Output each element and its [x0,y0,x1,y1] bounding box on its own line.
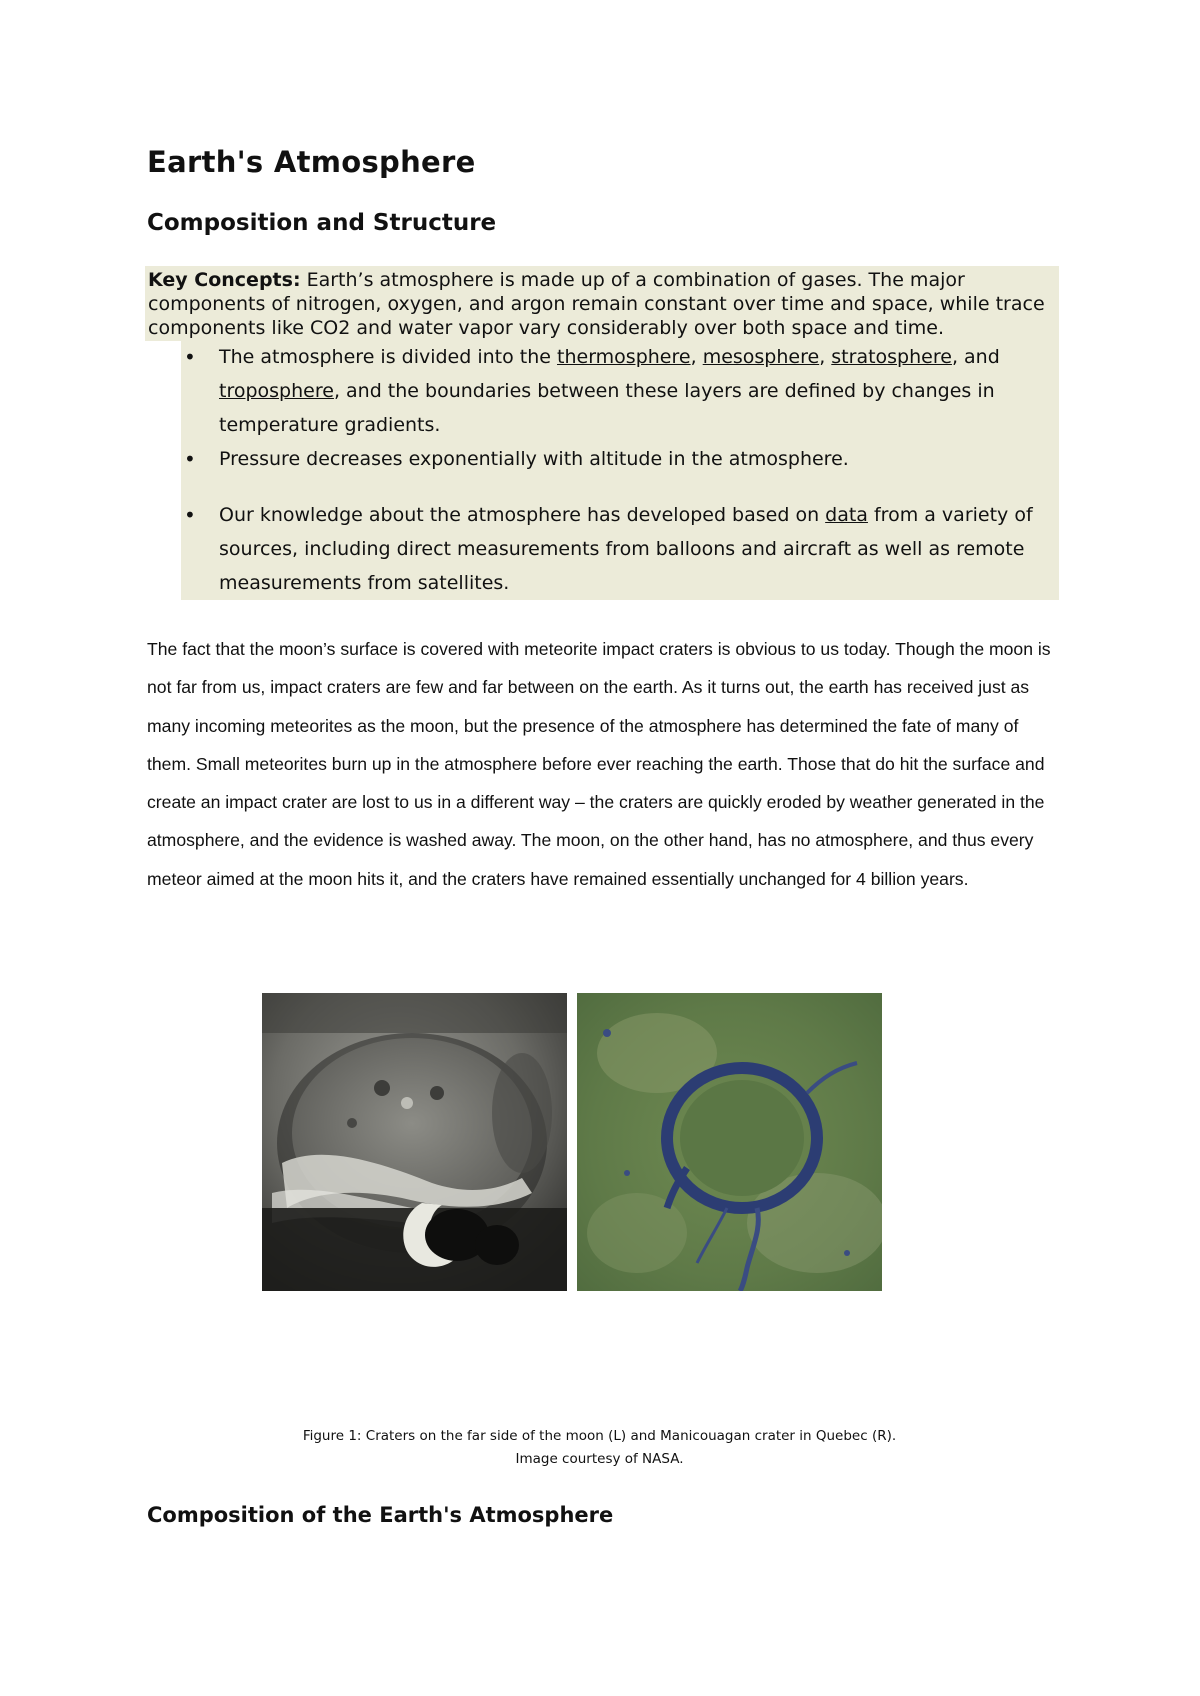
key-concepts-text: Earth’s atmosphere is made up of a combination of gases. The major components of nitrogen, oxygen, and argon remain constant over time and space, while trace components like CO2 and water vapor vary considerably over both space and time. [148,269,1045,339]
list-item [181,442,1059,476]
link-troposphere[interactable]: troposphere [219,380,334,402]
page-title: Earth's Atmosphere [147,145,476,179]
link-stratosphere[interactable]: stratosphere [831,346,952,368]
next-section-heading: Composition of the Earth's Atmosphere [147,1503,614,1527]
bullet-text: , [690,346,703,368]
link-mesosphere[interactable]: mesosphere [702,346,820,368]
bullet-text: Our knowledge about the atmosphere has developed based on [219,504,826,526]
list-item [181,340,1059,442]
bullet-text: , and [951,346,1000,368]
bullet-marker: • [184,503,196,527]
section-heading: Composition and Structure [147,210,497,236]
bullet-text: , [819,346,832,368]
key-concepts-list [181,340,1059,600]
list-item [181,498,1059,600]
link-data[interactable]: data [825,504,868,526]
link-thermosphere[interactable]: thermosphere [557,346,691,368]
body-paragraph: The fact that the moon’s surface is covered with meteorite impact craters is obvious to us today. Though the moon is not far from us, impact craters are few and far between on the earth. As it turns out, the earth has received just as many incoming meteorites as the moon, but the presence of the atmosphere has determined the fate of many of them. Small meteorites burn up in the atmosphere before ever reaching the earth. Those that do hit the surface and create an impact crater are lost to us in a different way – the craters are quickly eroded by weather generated in the atmosphere, and the evidence is washed away. The moon, on the other hand, has no atmosphere, and thus every meteor aimed at the moon hits it, and the craters have remained essentially unchanged for 4 billion years. [147,639,1051,889]
bullet-text: Pressure decreases exponentially with altitude in the atmosphere. [219,448,849,470]
bullet-text: The atmosphere is divided into the [219,346,558,368]
caption-line: Figure 1: Craters on the far side of the moon (L) and Manicouagan crater in Quebec (R). [302,1428,897,1444]
key-concepts-label: Key Concepts: [148,269,301,291]
manicouagan-crater-image [577,993,882,1291]
bullet-text: from a variety of sources, including direct measurements from balloons and aircraft as well as remote measurements from satellites. [219,504,1033,594]
bullet-marker: • [184,345,196,369]
caption-credit: Image courtesy of NASA. [515,1451,684,1467]
figure-1 [262,993,882,1291]
bullet-marker: • [184,447,196,471]
key-concepts-box [145,266,1059,341]
bullet-text: , and the boundaries between these layers are defined by changes in temperature gradients. [219,380,995,436]
figure-caption [147,1425,1052,1471]
moon-crater-image [262,993,567,1291]
